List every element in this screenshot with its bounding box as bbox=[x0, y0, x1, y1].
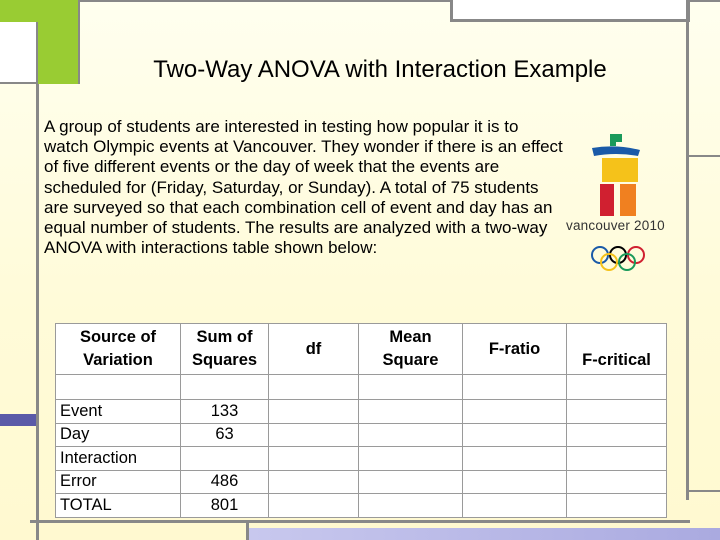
table-header-row bbox=[56, 324, 667, 375]
table-row bbox=[56, 447, 667, 471]
cell-df bbox=[269, 447, 359, 471]
cell-df bbox=[269, 423, 359, 447]
header-f-ratio: F-ratio bbox=[463, 324, 567, 375]
slide-title: Two-Way ANOVA with Interaction Example bbox=[153, 56, 607, 83]
cell-fcrit bbox=[567, 494, 667, 518]
cell-f bbox=[463, 494, 567, 518]
cell-source: Interaction bbox=[56, 447, 181, 471]
header-mean-square: Mean Square bbox=[359, 324, 463, 375]
cell-source: Day bbox=[56, 423, 181, 447]
cell-df bbox=[269, 400, 359, 424]
deco-blue-bar bbox=[0, 414, 36, 426]
cell-ms bbox=[359, 447, 463, 471]
deco-line bbox=[689, 155, 720, 157]
cell-df bbox=[269, 494, 359, 518]
deco-purple-bar bbox=[246, 528, 720, 540]
cell-ss: 63 bbox=[181, 423, 269, 447]
cell-ss bbox=[181, 447, 269, 471]
problem-description: A group of students are interested in testing how popular it is to watch Olympic events at Vancouver. They wonder if there is an effect of five different events or the day of week that the events are scheduled for (Friday, Saturday, or Sunday). A total of 75 students are surveyed so that each combination cell of event and day has an equal number of students. The results are analyzed with a two-way ANOVA with interactions table shown below: bbox=[44, 117, 563, 258]
cell-fcrit bbox=[567, 470, 667, 494]
cell-fcrit bbox=[567, 400, 667, 424]
cell-f bbox=[463, 423, 567, 447]
deco-line bbox=[686, 0, 689, 500]
header-sum-of-squares: Sum of Squares bbox=[181, 324, 269, 375]
deco-green-bar-top bbox=[0, 0, 78, 22]
logo-caption: vancouver 2010 bbox=[566, 218, 665, 233]
inukshuk-icon bbox=[592, 134, 640, 216]
vancouver-2010-logo bbox=[562, 130, 680, 276]
cell-ms bbox=[359, 423, 463, 447]
table-spacer-row bbox=[56, 375, 667, 400]
deco-white-box bbox=[0, 22, 38, 84]
cell-f bbox=[463, 470, 567, 494]
olympic-rings-icon bbox=[592, 247, 644, 270]
header-df: df bbox=[269, 324, 359, 375]
deco-line bbox=[36, 84, 39, 540]
cell-f bbox=[463, 400, 567, 424]
header-f-critical: F-critical bbox=[567, 324, 667, 375]
cell-fcrit bbox=[567, 447, 667, 471]
anova-table bbox=[55, 323, 667, 518]
cell-ss: 486 bbox=[181, 470, 269, 494]
table-row bbox=[56, 423, 667, 447]
header-source: Source of Variation bbox=[56, 324, 181, 375]
cell-ms bbox=[359, 494, 463, 518]
cell-f bbox=[463, 447, 567, 471]
cell-ms bbox=[359, 400, 463, 424]
cell-source: TOTAL bbox=[56, 494, 181, 518]
deco-top-right-box bbox=[450, 0, 690, 22]
table-row bbox=[56, 470, 667, 494]
table-row bbox=[56, 400, 667, 424]
cell-ss: 133 bbox=[181, 400, 269, 424]
deco-line bbox=[689, 490, 720, 492]
cell-ss: 801 bbox=[181, 494, 269, 518]
cell-df bbox=[269, 470, 359, 494]
deco-green-bar-left bbox=[38, 22, 78, 84]
cell-source: Error bbox=[56, 470, 181, 494]
cell-fcrit bbox=[567, 423, 667, 447]
deco-line bbox=[30, 520, 690, 523]
table-row bbox=[56, 494, 667, 518]
cell-ms bbox=[359, 470, 463, 494]
cell-source: Event bbox=[56, 400, 181, 424]
